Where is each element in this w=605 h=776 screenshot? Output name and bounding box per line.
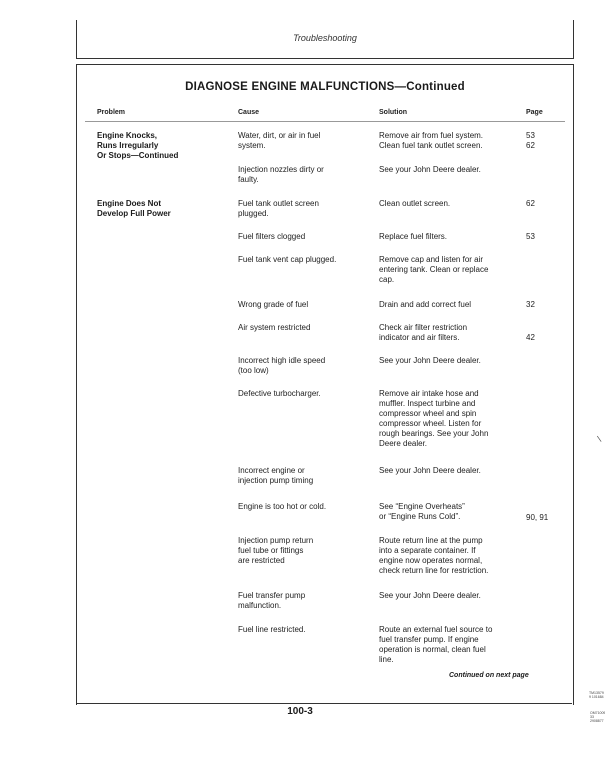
section-header: Troubleshooting bbox=[293, 33, 357, 43]
table-row-solution: Route an external fuel source to fuel transfer pump. If engine operation is normal, clean fuel line. bbox=[379, 625, 493, 664]
table-row-solution: See your John Deere dealer. bbox=[379, 356, 481, 365]
page-number: 100-3 bbox=[287, 706, 313, 717]
table-row-cause: Injection pump return fuel tube or fittings are restricted bbox=[238, 536, 314, 565]
column-header-cause: Cause bbox=[238, 109, 260, 116]
table-row-page: 32 bbox=[526, 300, 535, 309]
problem-label: Engine Does Not Develop Full Power bbox=[97, 199, 171, 218]
table-row-cause: Engine is too hot or cold. bbox=[238, 502, 327, 511]
column-header-solution: Solution bbox=[379, 109, 407, 116]
table-row-solution: Remove air intake hose and muffler. Inspect turbine and compressor wheel and spin compressor wheel. Listen for rough bearings. See your John Deere dealer. bbox=[379, 389, 489, 448]
table-row-cause: Air system restricted bbox=[238, 323, 311, 332]
table-row-cause: Defective turbocharger. bbox=[238, 389, 321, 398]
table-row-page: 62 bbox=[526, 199, 535, 208]
table-row-cause: Fuel transfer pump malfunction. bbox=[238, 591, 306, 610]
header-frame bbox=[76, 20, 574, 59]
document-code: OM71009 33 2908877 bbox=[590, 711, 605, 723]
table-row-solution: Remove air from fuel system. Clean fuel tank outlet screen. bbox=[379, 131, 484, 150]
table-row-solution: See “Engine Overheats” or “Engine Runs Cold”. bbox=[379, 502, 465, 521]
table-row-solution: See your John Deere dealer. bbox=[379, 591, 481, 600]
table-row-cause: Incorrect high idle speed (too low) bbox=[238, 356, 326, 375]
table-row-solution: See your John Deere dealer. bbox=[379, 165, 481, 174]
table-row-cause: Fuel tank vent cap plugged. bbox=[238, 255, 337, 264]
table-row-page: 53 bbox=[526, 232, 535, 241]
table-row-page: 42 bbox=[526, 333, 535, 342]
column-header-page: Page bbox=[526, 109, 543, 116]
table-row-solution: Clean outlet screen. bbox=[379, 199, 451, 208]
problem-label: Engine Knocks, Runs Irregularly Or Stops—Continued bbox=[97, 131, 179, 160]
continued-note: Continued on next page bbox=[449, 672, 529, 679]
document-code: TM13579 9 101684 bbox=[589, 691, 604, 699]
table-row-solution: See your John Deere dealer. bbox=[379, 466, 481, 475]
page-title: DIAGNOSE ENGINE MALFUNCTIONS—Continued bbox=[185, 81, 465, 93]
table-row-cause: Injection nozzles dirty or faulty. bbox=[238, 165, 324, 184]
table-row-solution: Drain and add correct fuel bbox=[379, 300, 472, 309]
table-row-solution: Remove cap and listen for air entering tank. Clean or replace cap. bbox=[379, 255, 489, 284]
table-row-cause: Incorrect engine or injection pump timing bbox=[238, 466, 314, 485]
table-row-solution: Check air filter restriction indicator and air filters. bbox=[379, 323, 468, 342]
table-row-cause: Water, dirt, or air in fuel system. bbox=[238, 131, 321, 150]
table-row-page: 53 62 bbox=[526, 131, 535, 150]
table-row-cause: Fuel filters clogged bbox=[238, 232, 306, 241]
table-row-solution: Route return line at the pump into a separate container. If engine now operates normal, check return line for restriction. bbox=[379, 536, 489, 575]
table-row-cause: Wrong grade of fuel bbox=[238, 300, 309, 309]
header-divider bbox=[85, 121, 565, 122]
table-row-solution: Replace fuel filters. bbox=[379, 232, 448, 241]
column-header-problem: Problem bbox=[97, 109, 126, 116]
table-row-cause: Fuel line restricted. bbox=[238, 625, 306, 634]
bottom-rule bbox=[76, 703, 572, 704]
table-row-page: 90, 91 bbox=[526, 513, 549, 522]
table-row-cause: Fuel tank outlet screen plugged. bbox=[238, 199, 319, 218]
stray-mark: \ bbox=[596, 433, 603, 445]
